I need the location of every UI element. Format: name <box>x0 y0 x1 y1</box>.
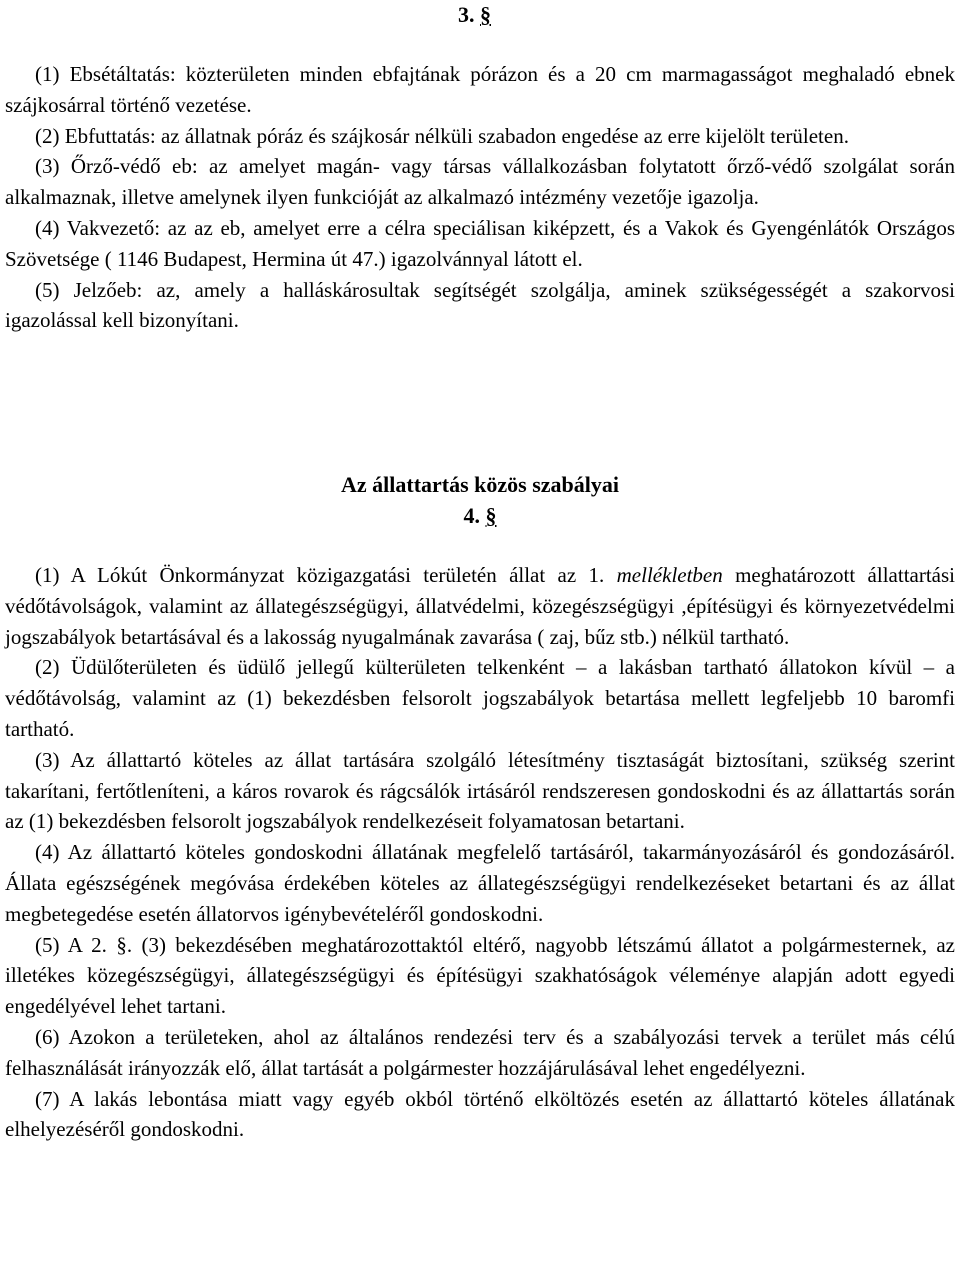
paragraph-s3-2: (2) Ebfuttatás: az állatnak póráz és szájkosár nélküli szabadon engedése az erre kijelölt területen. <box>35 123 849 148</box>
paragraph-s4-4: (4) Az állattartó köteles gondoskodni állatának megfelelő tartásáról, takarmányozásáról és gondozásáról. Állata egészségének megóvása érdekében köteles az állategészségügyi rendelkezéseket betartani és az állat megbetegedése esetén állatorvos igénybevételéről gondoskodni. <box>5 840 955 926</box>
paragraph-s4-6: (6) Azokon a területeken, ahol az általános rendezési terv és a szabályozási tervek a terület más célú felhasználását irányozzák elő, állat tartását a polgármester hozzájárulásával lehet engedélyezni. <box>5 1024 955 1080</box>
section-3-mark: § <box>480 2 491 27</box>
paragraph-s3-4: (4) Vakvezető: az az eb, amelyet erre a célra speciálisan kiképzett, és a Vakok és Gyengénlátók Országos Szövetsége ( 1146 Budapest, Hermina út 47.) igazolvánnyal látott el. <box>5 215 955 271</box>
section-4-body <box>5 560 955 1145</box>
section-4-mark: § <box>485 503 497 528</box>
paragraph-s4-7: (7) A lakás lebontása miatt vagy egyéb okból történő elköltözés esetén az állattartó köteles állatának elhelyezéséről gondoskodni. <box>5 1086 955 1142</box>
paragraph-s3-5: (5) Jelzőeb: az, amely a halláskárosultak segítségét szolgálja, aminek szükségességét a szakorvosi igazolással kell bizonyítani. <box>5 277 955 333</box>
paragraph-s4-2: (2) Üdülőterületen és üdülő jellegű külterületen telkenként – a lakásban tartható állatokon kívül – a védőtávolság, valamint az (1) bekezdésben felsorolt jogszabályok betartása mellett legfeljebb 10 baromfi tartható. <box>5 655 955 741</box>
section-3-body <box>5 59 955 336</box>
paragraph-s4-5: (5) A 2. §. (3) bekezdésében meghatározottaktól eltérő, nagyobb létszámú állatot a polgármesternek, az illetékes közegészségügyi, állategészségügyi és építésügyi szakhatóságok véleménye alapján adott egyedi engedélyével lehet tartani. <box>5 932 955 1019</box>
paragraph-s4-1 <box>5 560 955 652</box>
paragraph-s4-1-italic: mellékletben <box>616 563 723 587</box>
paragraph-s3-3: (3) Őrző-védő eb: az amelyet magán- vagy társas vállalkozásban folytatott őrző-védő szolgálat során alkalmaznak, illetve amelynek ilyen funkcióját az alkalmazó intézmény vezetője igazolja. <box>5 154 955 210</box>
chapter-title: Az állattartás közös szabályai <box>340 472 620 497</box>
paragraph-s4-1-after: meghatározott állattartási védőtávolságok, valamint az állategészségügyi, állatvédelmi, közegészségügyi ,építésügyi és környezetvédelmi jogszabályok betartásával és a lakosság nyugalmának zavarása ( zaj, bűz stb.) nélkül tartható. <box>5 563 956 649</box>
section-4-number: 4. <box>463 503 480 528</box>
section-3-number: 3. <box>458 2 475 27</box>
paragraph-s4-1-before: (1) A Lókút Önkormányzat közigazgatási területén állat az 1. <box>35 563 617 587</box>
section-4-heading <box>5 500 955 531</box>
chapter-heading-block <box>5 469 955 531</box>
paragraph-s4-3: (3) Az állattartó köteles az állat tartására szolgáló létesítmény tisztaságát biztosítani, szükség szerint takarítani, fertőtleníteni, a káros rovarok és rágcsálók irtásáról rendszeresen gondoskodni és az állattartás során az (1) bekezdésben felsorolt jogszabályok rendelkezéseit folyamatosan betartani. <box>5 747 955 834</box>
section-3-heading <box>458 2 491 28</box>
paragraph-s3-1: (1) Ebsétáltatás: közterületen minden ebfajtának pórázon és a 20 cm marmagasságot meghaladó ebnek szájkosárral történő vezetése. <box>5 62 955 117</box>
